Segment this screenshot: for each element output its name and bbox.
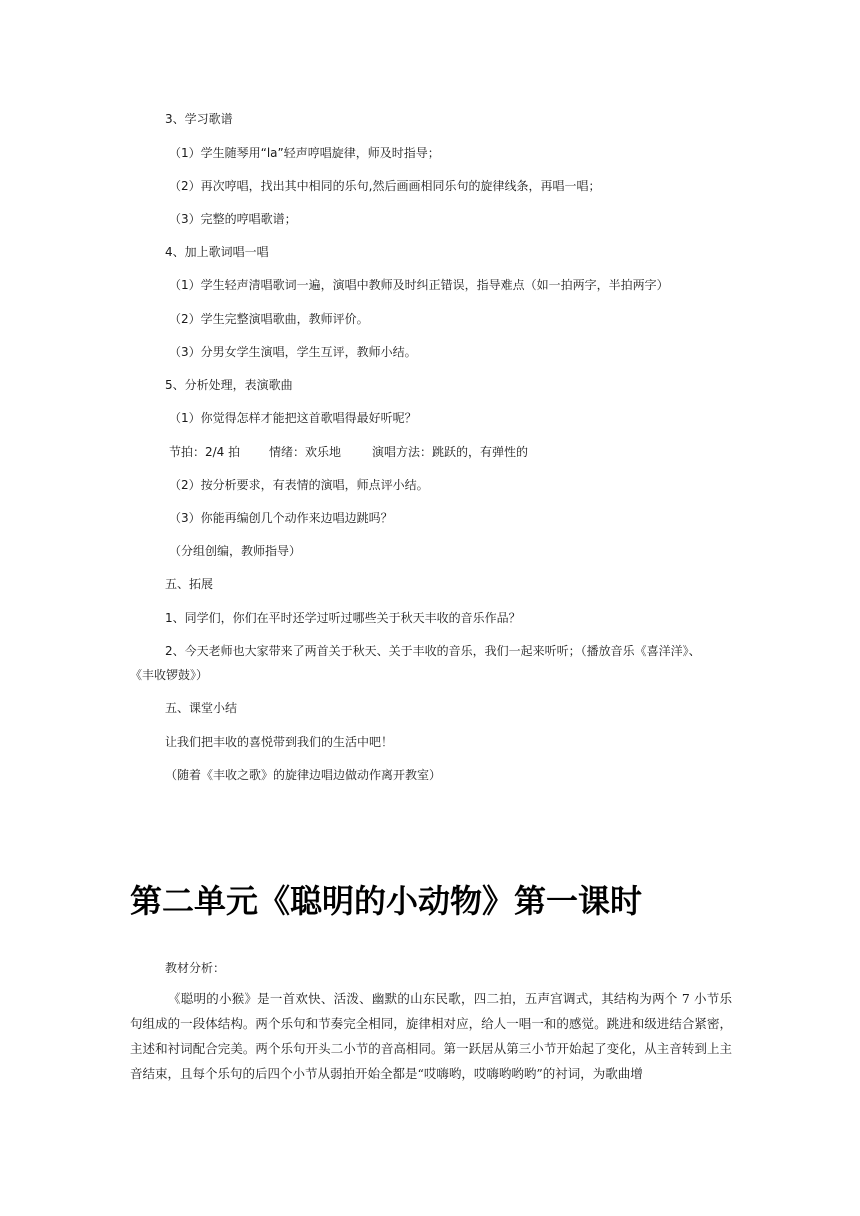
section-4-item-3: （3）分男女学生演唱，学生互评，教师小结。 [169, 345, 417, 359]
extension-item-1: 1、同学们，你们在平时还学过听过哪些关于秋天丰收的音乐作品？ [165, 611, 521, 625]
analysis-label: 教材分析： [165, 961, 226, 975]
extension-item-2-cont: 《丰收锣鼓》） [130, 668, 209, 682]
section-3-title: 3、学习歌谱 [165, 112, 233, 126]
section-5-item-1: （1）你觉得怎样才能把这首歌唱得最好听呢？ [169, 411, 417, 425]
unit-heading: 第二单元《聪明的小动物》第一课时 [130, 882, 643, 920]
section-3-item-3: （3）完整的哼唱歌谱； [169, 212, 297, 226]
section-5-item-3: （3）你能再编创几个动作来边唱边跳吗？ [169, 511, 393, 525]
extension-title: 五、拓展 [165, 577, 214, 591]
summary-item-2: （随着《丰收之歌》的旋律边唱边做动作离开教室） [165, 768, 442, 782]
summary-item-1: 让我们把丰收的喜悦带到我们的生活中吧！ [165, 735, 394, 749]
song-analysis-row [169, 444, 528, 460]
section-4-title: 4、加上歌词唱一唱 [165, 245, 269, 259]
section-4-item-2: （2）学生完整演唱歌曲，教师评价。 [169, 312, 369, 326]
section-3-item-1: （1）学生随琴用“la”轻声哼唱旋律，师及时指导； [169, 146, 440, 160]
section-5-note: （分组创编，教师指导） [169, 544, 302, 558]
mood-text: 情绪：欢乐地 [269, 445, 342, 459]
analysis-paragraph: 《聪明的小猴》是一首欢快、活泼、幽默的山东民歌，四二拍，五声宫调式，其结构为两个 7 小节乐句组成的一段体结构。两个乐句和节奏完全相同，旋律相对应，给人一唱一和的感觉。跳进和级进结合紧密，主述和衬词配合完美。两个乐句开头二小节的音高相同。第一跃居从第三小节开始起了变化，从主音转到上主音结束，且每个乐句的后四个小节从弱拍开始全都是“哎嗨哟，哎嗨哟哟哟”的衬词，为歌曲增 [130, 991, 732, 1081]
summary-title: 五、课堂小结 [165, 701, 238, 715]
section-3-item-2: （2）再次哼唱，找出其中相同的乐句,然后画画相同乐句的旋律线条，再唱一唱； [169, 179, 601, 193]
section-4-item-1: （1）学生轻声清唱歌词一遍，演唱中教师及时纠正错误，指导难点（如一拍两字，半拍两字） [169, 278, 669, 292]
meter-text: 节拍：2/4 拍 [169, 445, 241, 459]
extension-item-2: 2、今天老师也大家带来了两首关于秋天、关于丰收的音乐，我们一起来听听；（播放音乐《喜洋洋》、 [165, 644, 701, 658]
section-5-title: 5、分析处理，表演歌曲 [165, 378, 293, 392]
singing-method-text: 演唱方法：跳跃的，有弹性的 [372, 445, 529, 459]
section-5-item-2: （2）按分析要求，有表情的演唱，师点评小结。 [169, 478, 429, 492]
